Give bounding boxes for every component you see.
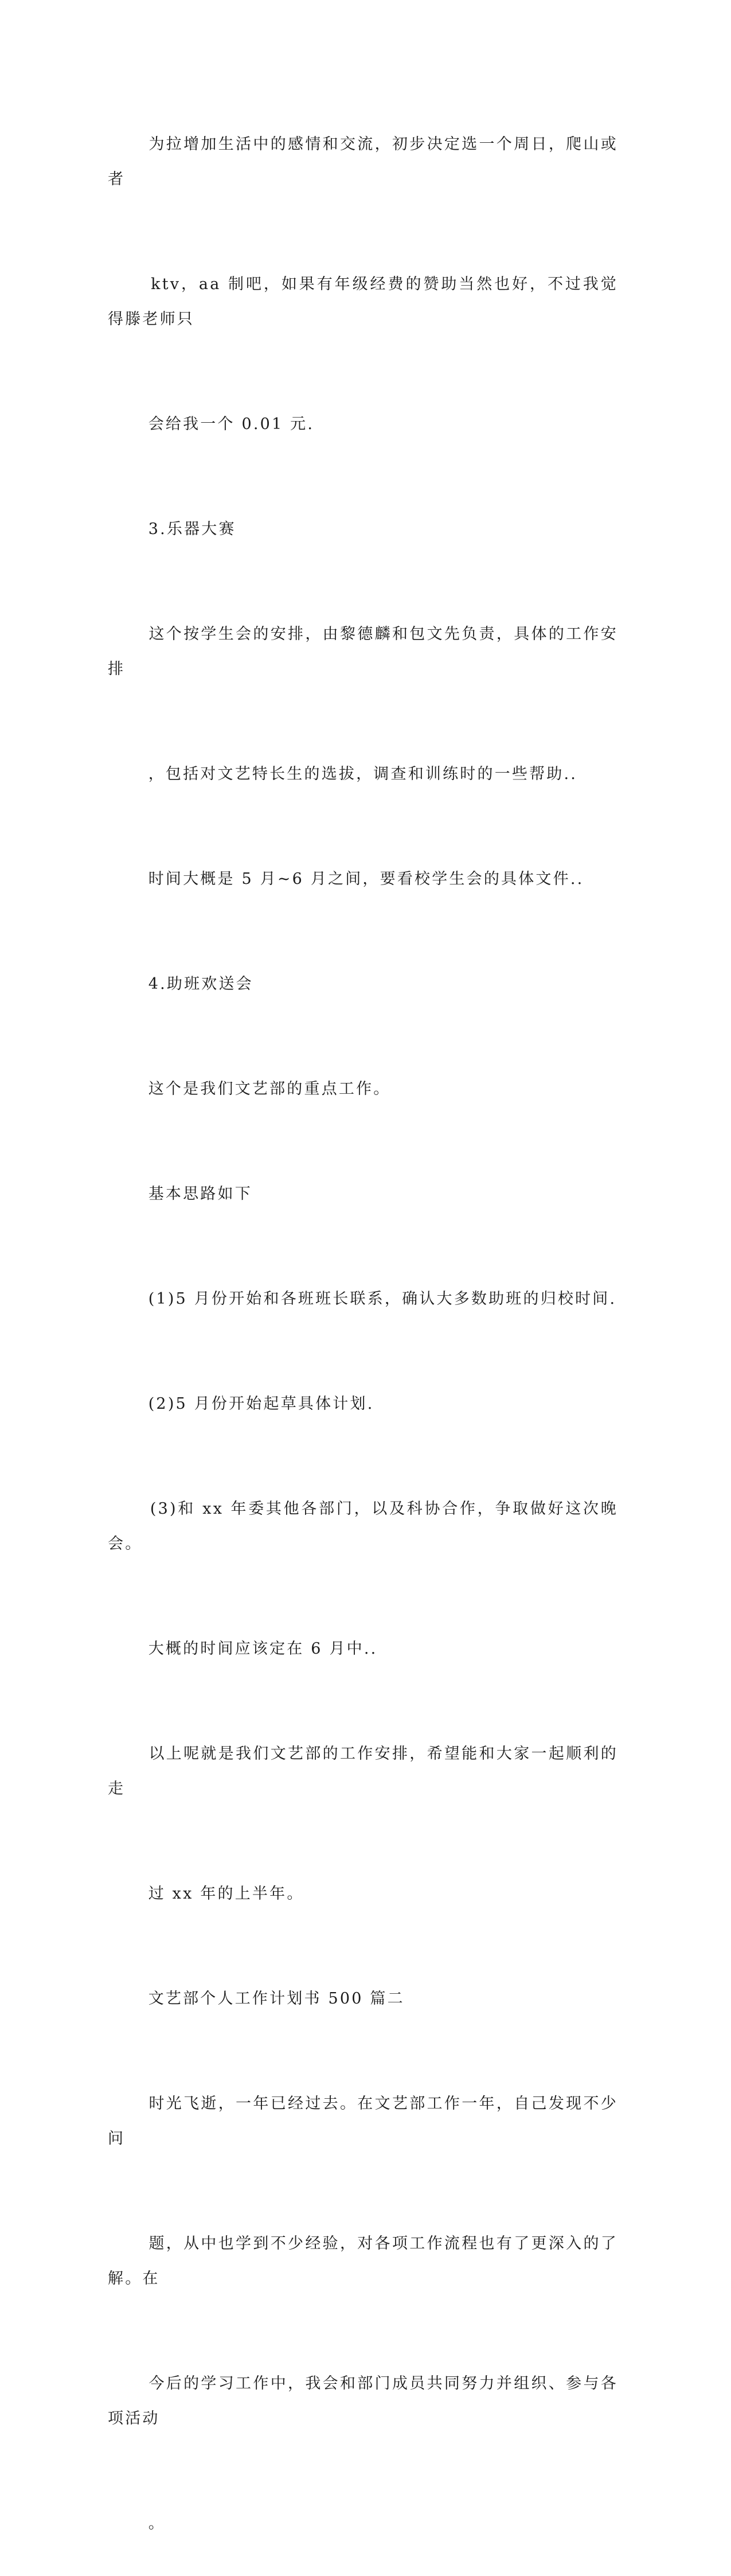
paragraph-social-activity-cont — [108, 372, 618, 477]
section-heading-farewell-party — [108, 932, 618, 1036]
text-line: 这个按学生会的安排，由黎德麟和包文先负责，具体的工作安排 — [108, 625, 618, 678]
list-item-step-2 — [108, 1351, 618, 1456]
text-line: 文艺部个人工作计划书 500 篇二 — [148, 1990, 405, 2008]
paragraph-summary — [108, 1701, 618, 1841]
text-line: (1)5 月份开始和各班班长联系，确认大多数助班的归校时间. — [148, 1290, 617, 1308]
paragraph-summary-cont — [108, 1841, 618, 1946]
paragraph-contest-arrangement-cont — [108, 722, 618, 827]
paragraph-social-activity — [108, 92, 618, 232]
text-line: 时间大概是 5 月~6 月之间，要看校学生会的具体文件.. — [148, 870, 584, 888]
text-line: (3)和 xx 年委其他各部门，以及科协合作，争取做好这次晚会。 — [108, 1500, 618, 1553]
paragraph-party-time — [108, 1596, 618, 1701]
list-item-step-1 — [108, 1246, 618, 1351]
text-line: ，包括对文艺特长生的选拔，调查和训练时的一些帮助.. — [148, 765, 578, 783]
section-title-plan-2 — [108, 1946, 618, 2051]
paragraph-reflection — [108, 2051, 618, 2191]
text-line: 过 xx 年的上半年。 — [148, 1885, 304, 1903]
text-line: 3.乐器大赛 — [148, 520, 236, 538]
text-line: 。 — [148, 2515, 166, 2532]
document-body — [108, 92, 618, 2576]
paragraph-reflection-cont — [108, 2331, 618, 2471]
text-line: 题，从中也学到不少经验，对各项工作流程也有了更深入的了解。在 — [108, 2235, 618, 2287]
text-line: 这个是我们文艺部的重点工作。 — [148, 1080, 391, 1098]
list-item-step-3 — [108, 1456, 618, 1596]
paragraph-social-activity-cont — [108, 232, 618, 372]
paragraph-contest-time — [108, 827, 618, 932]
text-line: 基本思路如下 — [148, 1185, 252, 1203]
text-line: 会给我一个 0.01 元. — [148, 415, 315, 433]
text-line: (2)5 月份开始起草具体计划. — [148, 1395, 374, 1413]
text-line: 时光飞逝，一年已经过去。在文艺部工作一年，自己发现不少问 — [108, 2095, 618, 2148]
paragraph-reflection-cont — [108, 2471, 618, 2576]
text-line: 为拉增加生活中的感情和交流，初步决定选一个周日，爬山或者 — [108, 135, 618, 188]
paragraph-contest-arrangement — [108, 582, 618, 722]
text-line: ktv，aa 制吧，如果有年级经费的赞助当然也好，不过我觉得滕老师只 — [108, 275, 618, 328]
paragraph-reflection-cont — [108, 2191, 618, 2331]
section-heading-instrument-contest — [108, 477, 618, 582]
paragraph-key-work — [108, 1036, 618, 1141]
text-line: 以上呢就是我们文艺部的工作安排，希望能和大家一起顺利的走 — [108, 1745, 618, 1798]
text-line: 4.助班欢送会 — [148, 975, 253, 993]
paragraph-basic-ideas — [108, 1141, 618, 1246]
text-line: 今后的学习工作中，我会和部门成员共同努力并组织、参与各项活动 — [108, 2375, 618, 2427]
text-line: 大概的时间应该定在 6 月中.. — [148, 1640, 378, 1658]
